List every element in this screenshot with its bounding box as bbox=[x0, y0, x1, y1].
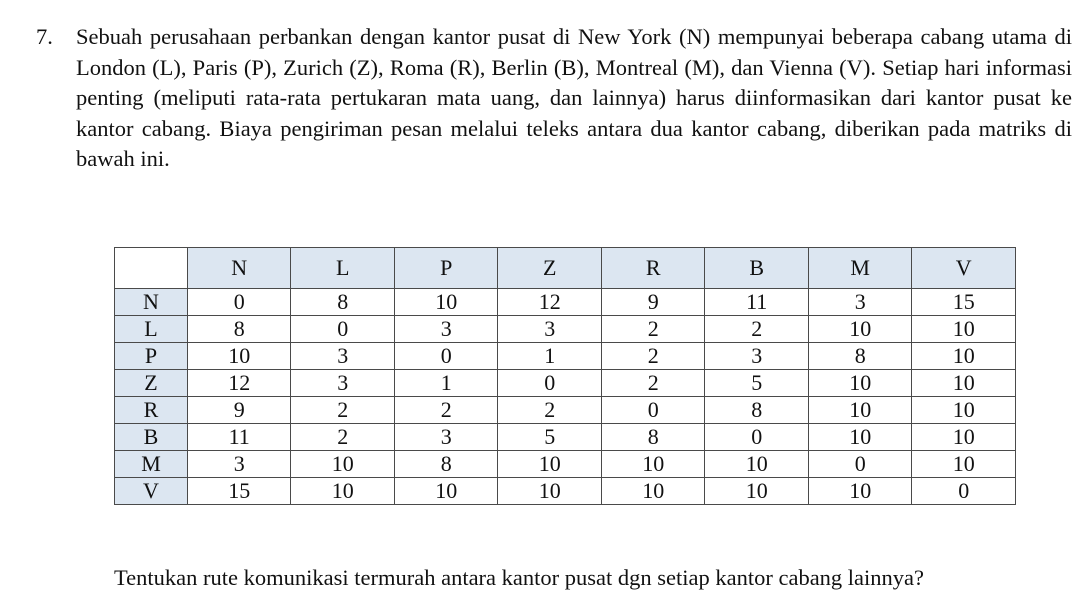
table-cell: 3 bbox=[187, 451, 291, 478]
row-header: B bbox=[115, 424, 188, 451]
table-cell: 2 bbox=[291, 397, 395, 424]
table-cell: 0 bbox=[187, 289, 291, 316]
table-cell: 1 bbox=[498, 343, 602, 370]
table-cell: 8 bbox=[808, 343, 912, 370]
table-cell: 3 bbox=[808, 289, 912, 316]
table-corner-cell bbox=[115, 248, 188, 289]
table-cell: 10 bbox=[187, 343, 291, 370]
table-cell: 12 bbox=[187, 370, 291, 397]
table-cell: 0 bbox=[808, 451, 912, 478]
table-cell: 9 bbox=[601, 289, 705, 316]
table-cell: 8 bbox=[291, 289, 395, 316]
table-row bbox=[115, 451, 1016, 478]
table-cell: 3 bbox=[498, 316, 602, 343]
table-cell: 2 bbox=[601, 370, 705, 397]
table-cell: 3 bbox=[291, 370, 395, 397]
column-header: Z bbox=[498, 248, 602, 289]
table-row bbox=[115, 397, 1016, 424]
table-row bbox=[115, 316, 1016, 343]
table-cell: 9 bbox=[187, 397, 291, 424]
table-cell: 10 bbox=[912, 451, 1016, 478]
table-cell: 10 bbox=[808, 478, 912, 505]
table-cell: 10 bbox=[601, 451, 705, 478]
row-header: Z bbox=[115, 370, 188, 397]
table-cell: 10 bbox=[705, 451, 809, 478]
problem-text: Sebuah perusahaan perbankan dengan kantor pusat di New York (N) mempunyai beberapa cabang utama di London (L), Paris (P), Zurich (Z), Roma (R), Berlin (B), Montreal (M), dan Vienna (V). Setiap hari informasi penting (meliputi rata-rata pertukaran mata uang, dan lainnya) harus diinformasikan dari kantor pusat ke kantor cabang. Biaya pengiriman pesan melalui teleks antara dua kantor cabang, diberikan pada matriks di bawah ini. bbox=[76, 24, 1072, 171]
cost-matrix-table bbox=[114, 247, 1016, 505]
table-cell: 0 bbox=[291, 316, 395, 343]
column-header: L bbox=[291, 248, 395, 289]
table-cell: 10 bbox=[912, 424, 1016, 451]
table-cell: 0 bbox=[601, 397, 705, 424]
table-cell: 3 bbox=[394, 424, 498, 451]
table-cell: 3 bbox=[291, 343, 395, 370]
table-cell: 10 bbox=[291, 451, 395, 478]
row-header: N bbox=[115, 289, 188, 316]
row-header: R bbox=[115, 397, 188, 424]
table-cell: 10 bbox=[808, 370, 912, 397]
table-cell: 15 bbox=[187, 478, 291, 505]
row-header: V bbox=[115, 478, 188, 505]
table-cell: 2 bbox=[705, 316, 809, 343]
row-header: L bbox=[115, 316, 188, 343]
table-cell: 15 bbox=[912, 289, 1016, 316]
table-cell: 10 bbox=[498, 451, 602, 478]
column-header: P bbox=[394, 248, 498, 289]
table-cell: 8 bbox=[601, 424, 705, 451]
table-cell: 2 bbox=[601, 316, 705, 343]
table-cell: 10 bbox=[808, 424, 912, 451]
table-row bbox=[115, 478, 1016, 505]
table-row bbox=[115, 424, 1016, 451]
table-cell: 0 bbox=[394, 343, 498, 370]
table-cell: 10 bbox=[498, 478, 602, 505]
table-cell: 10 bbox=[808, 397, 912, 424]
table-row bbox=[115, 289, 1016, 316]
table-cell: 10 bbox=[601, 478, 705, 505]
table-row bbox=[115, 343, 1016, 370]
table-cell: 2 bbox=[498, 397, 602, 424]
table-cell: 11 bbox=[705, 289, 809, 316]
row-header: M bbox=[115, 451, 188, 478]
table-cell: 2 bbox=[394, 397, 498, 424]
table-cell: 2 bbox=[291, 424, 395, 451]
table-cell: 10 bbox=[394, 478, 498, 505]
table-cell: 8 bbox=[705, 397, 809, 424]
table-cell: 10 bbox=[912, 397, 1016, 424]
column-header: B bbox=[705, 248, 809, 289]
table-cell: 10 bbox=[705, 478, 809, 505]
table-cell: 3 bbox=[705, 343, 809, 370]
table-cell: 5 bbox=[498, 424, 602, 451]
row-header: P bbox=[115, 343, 188, 370]
table-cell: 0 bbox=[912, 478, 1016, 505]
table-cell: 10 bbox=[912, 316, 1016, 343]
column-header: R bbox=[601, 248, 705, 289]
problem-statement bbox=[36, 22, 1072, 175]
problem-number: 7. bbox=[36, 24, 53, 49]
column-header: N bbox=[187, 248, 291, 289]
table-cell: 0 bbox=[498, 370, 602, 397]
table-cell: 10 bbox=[291, 478, 395, 505]
table-cell: 10 bbox=[394, 289, 498, 316]
table-cell: 0 bbox=[705, 424, 809, 451]
table-cell: 1 bbox=[394, 370, 498, 397]
table-cell: 10 bbox=[808, 316, 912, 343]
table-cell: 10 bbox=[912, 343, 1016, 370]
table-cell: 5 bbox=[705, 370, 809, 397]
column-header: V bbox=[912, 248, 1016, 289]
table-header-row bbox=[115, 248, 1016, 289]
table-cell: 3 bbox=[394, 316, 498, 343]
table-cell: 8 bbox=[394, 451, 498, 478]
column-header: M bbox=[808, 248, 912, 289]
table-cell: 8 bbox=[187, 316, 291, 343]
table-cell: 12 bbox=[498, 289, 602, 316]
table-row bbox=[115, 370, 1016, 397]
table-cell: 10 bbox=[912, 370, 1016, 397]
question-text: Tentukan rute komunikasi termurah antara kantor pusat dgn setiap kantor cabang lainnya? bbox=[114, 565, 925, 590]
table-cell: 2 bbox=[601, 343, 705, 370]
table-cell: 11 bbox=[187, 424, 291, 451]
